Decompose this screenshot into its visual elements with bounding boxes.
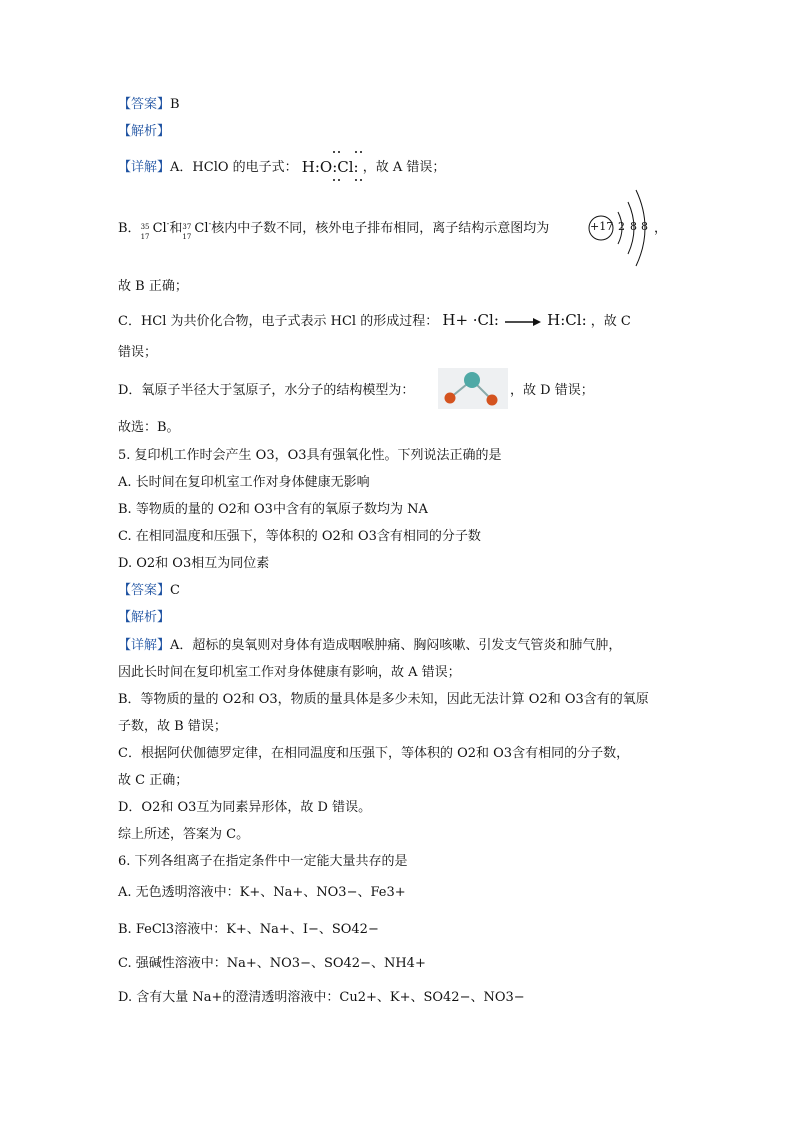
q5-option-d[interactable]: D. O2和 O3相互为同位素 — [118, 556, 270, 571]
q6-option-b[interactable]: B. FeCl3溶液中：K+、Na+、I−、SO42− — [118, 922, 379, 937]
isotope-35-symbol: Cl — [152, 221, 167, 236]
isotope-37-symbol: Cl — [194, 221, 209, 236]
detail-a-text: A．HClO 的电子式： — [170, 160, 298, 175]
hcl-formation-left: H+ ·Cl: — [442, 311, 499, 329]
detail-b-text: 核内中子数不同，核外电子排布相同，离子结构示意图均为 — [211, 221, 550, 236]
answer-value: C — [170, 583, 180, 598]
detail-d-suffix: ，故 D 错误； — [510, 383, 594, 398]
detail-a-suffix: ，故 A 错误； — [362, 160, 446, 175]
q5-detail-a2: 因此长时间在复印机室工作对身体健康有影响，故 A 错误； — [118, 665, 461, 680]
q5-detail-d1: D．O2和 O3互为同素异形体，故 D 错误。 — [118, 800, 372, 815]
q5-stem: 5. 复印机工作时会产生 O3，O3具有强氧化性。下列说法正确的是 — [118, 448, 502, 463]
reaction-arrow-icon — [503, 317, 543, 327]
q5-summary: 综上所述，答案为 C。 — [118, 827, 250, 842]
shell-3-electrons: 8 — [641, 220, 648, 233]
chloride-ion-structure-diagram — [586, 186, 656, 270]
isotope-37-mass: 37 — [182, 223, 192, 231]
shell-1-electrons: 2 — [618, 220, 625, 233]
detail-b-prefix: B． — [118, 221, 141, 236]
q6-option-a[interactable]: A. 无色透明溶液中：K+、Na+、NO3−、Fe3+ — [118, 885, 406, 900]
q4-answer-line — [118, 97, 180, 113]
isotope-35 — [140, 221, 153, 241]
detail-tag: 【详解】 — [118, 160, 171, 175]
answer-value: B — [170, 97, 180, 112]
q5-option-c[interactable]: C. 在相同温度和压强下，等体积的 O2和 O3含有相同的分子数 — [118, 529, 481, 544]
detail-b-conclusion: 故 B 正确； — [118, 279, 188, 294]
q5-detail-c2: 故 C 正确； — [118, 773, 189, 788]
detail-b-end: ， — [654, 221, 668, 236]
detail-c-suffix: ，故 C — [590, 314, 631, 329]
isotope-37-z: 17 — [182, 233, 192, 241]
q4-detail-a — [118, 158, 445, 176]
q5-detail-c1: C．根据阿伏伽德罗定律，在相同温度和压强下，等体积的 O2和 O3含有相同的分子数， — [118, 746, 630, 761]
shell-2-electrons: 8 — [630, 220, 637, 233]
detail-d-text: D．氧原子半径大于氢原子，水分子的结构模型为： — [118, 383, 415, 398]
detail-c-cont: 错误； — [118, 345, 158, 360]
hcl-formation-right: H:Cl: — [547, 311, 587, 329]
detail-tag: 【详解】 — [118, 638, 171, 653]
q4-final: 故选：B。 — [118, 420, 180, 435]
nucleus-charge: +17 — [590, 220, 614, 233]
q6-option-d[interactable]: D. 含有大量 Na+的澄清透明溶液中：Cu2+、K+、SO42−、NO3− — [118, 990, 525, 1005]
answer-tag: 【答案】 — [118, 583, 171, 598]
and-text: 和 — [169, 221, 183, 236]
isotope-37 — [182, 221, 194, 241]
q5-detail-b2: 子数，故 B 错误； — [118, 719, 227, 734]
detail-c-text: C．HCl 为共价化合物，电子式表示 HCl 的形成过程： — [118, 314, 439, 329]
hclo-electron-formula: H:O:Cl: — [301, 158, 359, 176]
q4-detail-c — [118, 312, 631, 330]
detail-a1-text: A．超标的臭氧则对身体有造成咽喉肿痛、胸闷咳嗽、引发支气管炎和肺气肿， — [170, 638, 622, 653]
q5-option-b[interactable]: B. 等物质的量的 O2和 O3中含有的氧原子数均为 NA — [118, 502, 428, 517]
q5-detail-b1: B．等物质的量的 O2和 O3，物质的量具体是多少未知，因此无法计算 O2和 O3含有的氧原 — [118, 692, 649, 707]
isotope-35-z: 17 — [140, 233, 150, 241]
q5-option-a[interactable]: A. 长时间在复印机室工作对身体健康无影响 — [118, 475, 370, 490]
q5-answer-line — [118, 583, 180, 599]
q4-detail-d — [118, 383, 414, 399]
answer-tag: 【答案】 — [118, 97, 171, 112]
q6-option-c[interactable]: C. 强碱性溶液中：Na+、NO3−、SO42−、NH4+ — [118, 956, 426, 971]
isotope-35-mass: 35 — [140, 223, 150, 231]
water-molecule-model-image — [438, 368, 508, 409]
q4-analysis-tag: 【解析】 — [118, 124, 171, 139]
q5-detail-a1 — [118, 638, 621, 654]
q5-analysis-tag: 【解析】 — [118, 610, 171, 625]
q4-detail-b: B． 35 17 Cl-和 37 17 Cl-核内中子数不同，核外电子排布相同，离子结构示意图均为 — [118, 221, 549, 238]
q6-stem: 6. 下列各组离子在指定条件中一定能大量共存的是 — [118, 854, 408, 869]
hclo-lone-pair-dots — [325, 150, 375, 184]
